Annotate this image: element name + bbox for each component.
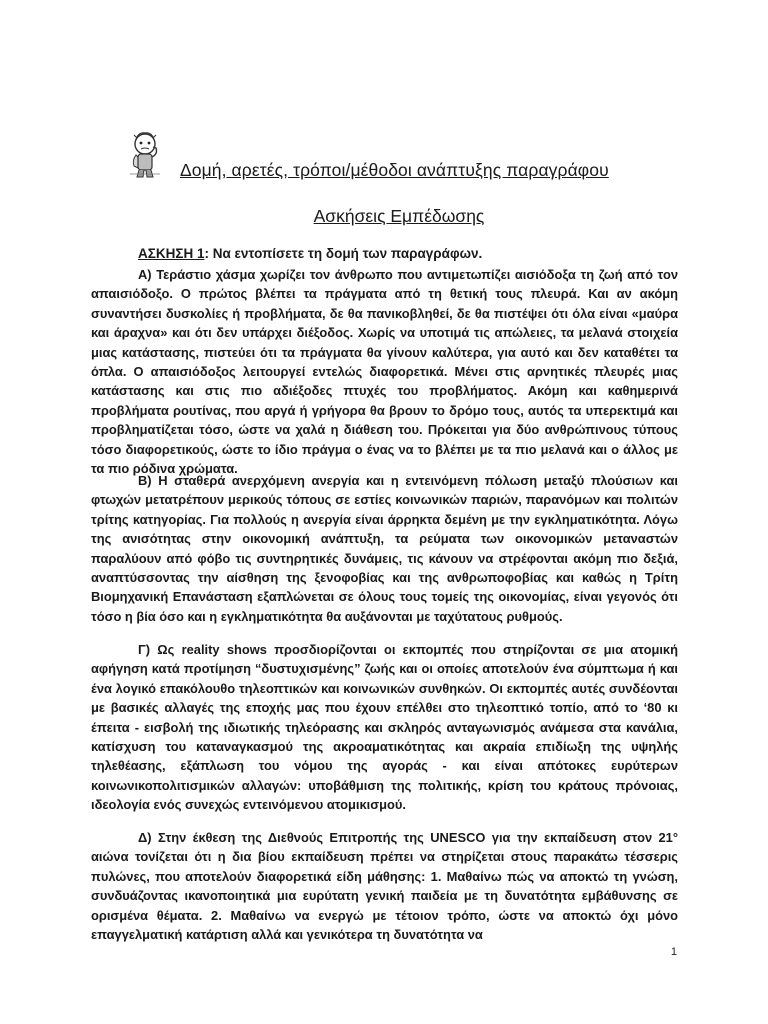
paragraph-text: Ως reality shows προσδιορίζονται οι εκπομπές που στηρίζονται σε μια ατομική αφήγηση κατά προτίμηση “δυστυχισμένης” ζωής και οι οποίες αποτελούν ένα σύμπτωμα ή και ένα λογικό επακόλουθο τηλεοπτικών και κοινωνικών συνθηκών. Οι εκπομπές αυτές συνδέονται με βασικές αλλαγές της εποχής μας που έχουν επέλθει στο τηλεοπτικό τοπίο, από το ‘80 κι έπειτα - εισβολή της ιδιωτικής τηλεόρασης και σκληρός ανταγωνισμός ανάμεσα στα κανάλια, κατίσχυση του καταναγκασμού της ακροαματικότητας και ακραία επιδίωξη της υψηλής τηλεθέασης, εξάπλωση του νόμου της αγοράς - και είναι απότοκες ευρύτερων κοινωνικοπολιτισμικών αλλαγών: υποβάθμιση της πολιτικής, κρίση του κράτους πρόνοιας, ιδεολογία ενός συνεχώς εντεινόμενου ατομικισμού. [91, 642, 678, 813]
exercise-heading [138, 246, 482, 261]
paragraph-text: Τεράστιο χάσμα χωρίζει τον άνθρωπο που αντιμετωπίζει αισιόδοξα τη ζωή από τον απαισιόδοξο. Ο πρώτος βλέπει τα πράγματα από τη θετική τους πλευρά. Και αν ακόμη συναντήσει δυσκολίες ή προβλήματα, δε θα πανικοβληθεί, δε θα πιστέψει ότι όλα είναι «μαύρα και άραχνα» και ότι δεν υπάρχει διέξοδος. Χωρίς να υποτιμά τις απώλειες, τα μελανά στοιχεία μιας κατάστασης, πιστεύει ότι τα πράγματα θα γίνουν καλύτερα, για αυτό και δεν καταθέτει τα όπλα. Ο απαισιόδοξος λειτουργεί εντελώς διαφορετικά. Μένει στις αρνητικές πλευρές μιας κατάστασης και στις πιο αδιέξοδες πτυχές του προβλήματος. Ακόμη και καθημερινά προβλήματα ρουτίνας, που αργά ή γρήγορα θα βρουν το δρόμο τους, αυτός τα υπερεκτιμά και προβληματίζεται τόσο, ώστε να χαλά η διάθεση του. Πρόκειται για δύο ανθρώπινους τύπους τόσο διαφορετικούς, ώστε το ίδιο πράγμα ο ένας να το βλέπει με τα πιο μελανά και ο άλλος με τα πιο ρόδινα χρώματα. [91, 267, 678, 477]
paragraph-c [91, 640, 678, 815]
paragraph-label: Α) [138, 267, 152, 282]
paragraph-a [91, 265, 678, 478]
paragraph-text: Η σταθερά ανερχόμενη ανεργία και η εντεινόμενη πόλωση μεταξύ πλούσιων και φτωχών μετατρέπουν μερικούς τόπους σε εστίες κοινωνικών παριών, παρανόμων και πολιτών τρίτης κατηγορίας. Για πολλούς η ανεργία είναι άρρηκτα δεμένη με την εγκληματικότητα. Λόγω της ανισότητας στην οικονομική ανάπτυξη, τα ρεύματα των οικονομικών μεταναστών παραλύουν από φόβο τις συντηρητικές δυνάμεις, τις κάνουν να στρέφονται ακόμη πιο δεξιά, αναπτύσσοντας την αίσθηση της ξενοφοβίας και της ανθρωποφοβίας και καθώς η Τρίτη Βιομηχανική Επανάσταση εξαπλώνεται σε όλους τους τομείς της οικονομίας, είναι γεγονός ότι τόσο η βία όσο και η εγκληματικότητα θα αυξάνονται με ταχύτατους ρυθμούς. [91, 473, 678, 624]
exercise-label: ΑΣΚΗΣΗ 1 [138, 246, 205, 261]
paragraph-label: Γ) [138, 642, 151, 657]
paragraph-b [91, 471, 678, 626]
document-title: Δομή, αρετές, τρόποι/μέθοδοι ανάπτυξης παραγράφου [180, 160, 609, 180]
thinking-person-icon [124, 130, 166, 180]
exercise-instruction: : Να εντοπίσετε τη δομή των παραγράφων. [204, 246, 483, 261]
paragraph-label: Β) [138, 473, 152, 488]
document-subtitle: Ασκήσεις Εμπέδωσης [313, 206, 485, 226]
page-number: 1 [670, 946, 677, 958]
paragraph-label: Δ) [138, 830, 152, 845]
paragraph-text: Στην έκθεση της Διεθνούς Επιτροπής της UNESCO για την εκπαίδευση στον 21° αιώνα τονίζεται ότι η δια βίου εκπαίδευση πρέπει να στηρίζεται στους παρακάτω τέσσερις πυλώνες, που αποτελούν διαφορετικά είδη μάθησης: 1. Μαθαίνω πώς να αποκτώ τη γνώση, συνδυάζοντας ικανοποιητικά μια ευρύτατη γενική παιδεία με τη δυνατότητα εμβάθυνσης σε ορισμένα θέματα. 2. Μαθαίνω να ενεργώ με τέτοιον τρόπο, ώστε να αποκτώ όχι μόνο επαγγελματική κατάρτιση αλλά και γενικότερα τη δυνατότητα να [91, 830, 678, 943]
paragraph-d [91, 828, 678, 944]
